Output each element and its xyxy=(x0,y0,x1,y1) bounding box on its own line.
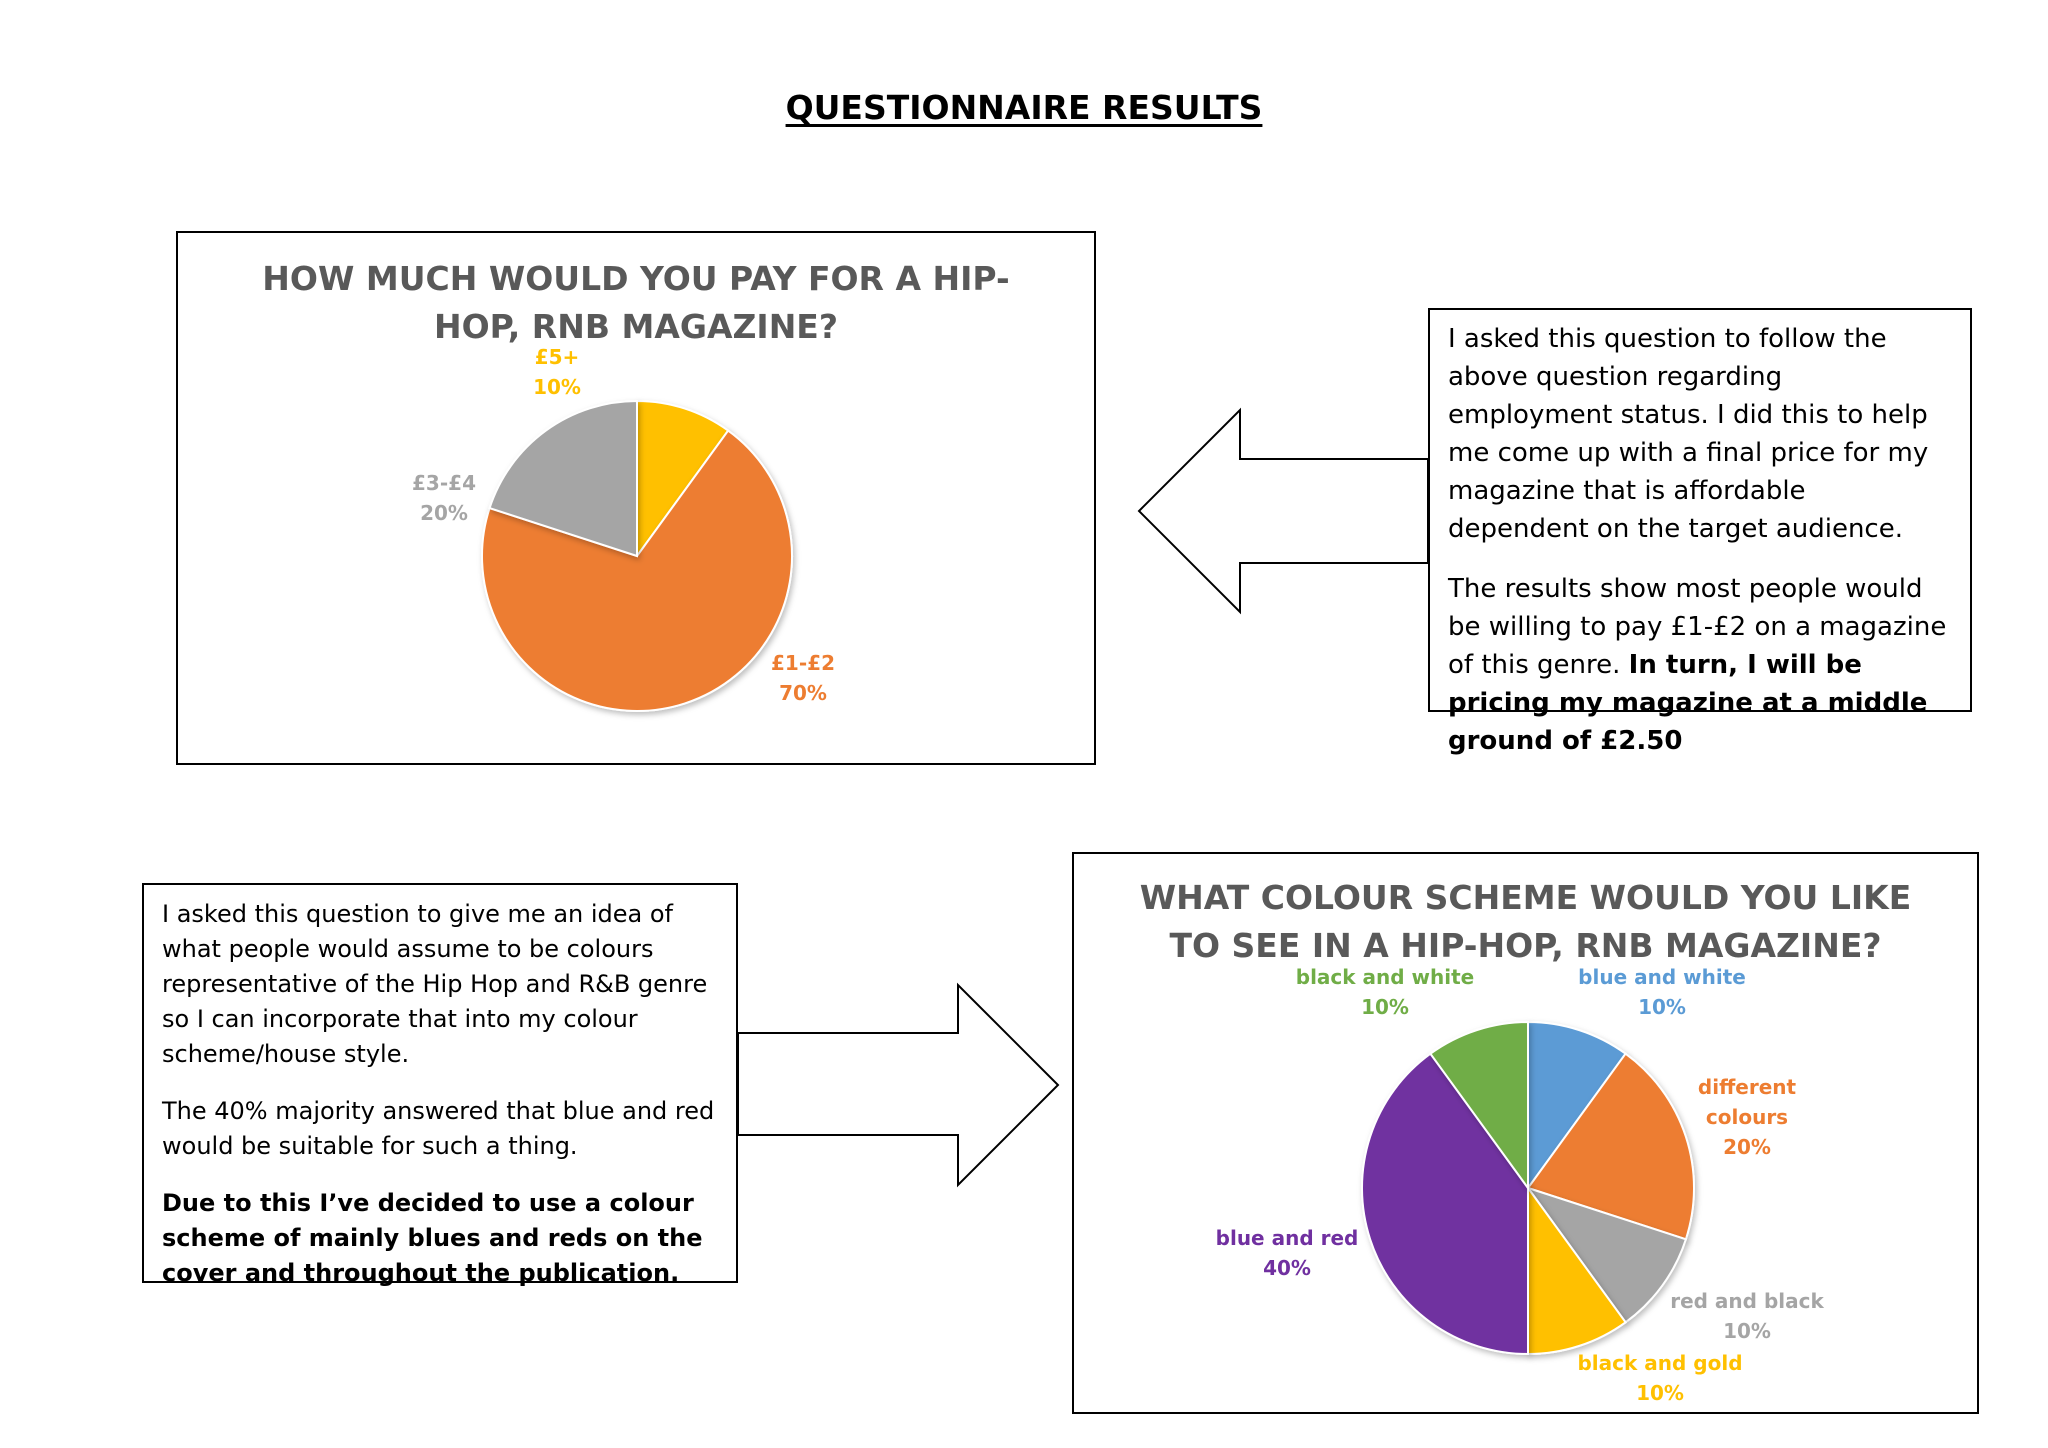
colour-pie-label-red-and-black: red and black 10% xyxy=(1670,1289,1824,1343)
colour-pie-label-blue-and-red: blue and red 40% xyxy=(1215,1226,1359,1280)
price-note-paragraph-1: I asked this question to follow the above question regarding employment status. I did this to help me come up with a final price for my magazine that is affordable dependent on the target audience. xyxy=(1448,324,1929,544)
colour-note-paragraph-3: Due to this I’ve decided to use a colour scheme of mainly blues and reds on the cover and throughout the publication. xyxy=(162,1189,703,1287)
price-chart-title-line-1: HOW MUCH WOULD YOU PAY FOR A HIP- xyxy=(262,259,1010,298)
price-note-paragraph-2-bold: In turn, I will be pricing my magazine at a middle ground of £2.50 xyxy=(1448,650,1928,756)
price-note-paragraph-2-text: The results show most people would be willing to pay £1-£2 on a magazine of this genre. xyxy=(1448,574,1947,680)
colour-note-paragraph-2: The 40% majority answered that blue and red would be suitable for such a thing. xyxy=(162,1097,715,1160)
right-arrow-icon xyxy=(738,985,1058,1185)
colour-chart-title-line-1: WHAT COLOUR SCHEME WOULD YOU LIKE xyxy=(1139,878,1912,917)
price-pie xyxy=(412,345,835,711)
left-arrow-icon xyxy=(1139,410,1428,612)
page-title: QUESTIONNAIRE RESULTS xyxy=(785,88,1263,127)
price-chart-title-line-2: HOP, RNB MAGAZINE? xyxy=(433,307,838,346)
price-pie-label-5: £5+ 10% xyxy=(533,345,581,399)
price-pie-label-1-2: £1-£2 70% xyxy=(771,651,835,705)
colour-pie-label-black-and-white: black and white 10% xyxy=(1295,965,1475,1019)
price-pie-label-3-4: £3-£4 20% xyxy=(412,471,476,525)
colour-pie-label-different-colours: different colours 20% xyxy=(1697,1075,1797,1159)
colour-pie-label-black-and-gold: black and gold 10% xyxy=(1577,1351,1743,1405)
colour-chart-title-line-2: TO SEE IN A HIP-HOP, RNB MAGAZINE? xyxy=(1169,926,1882,965)
colour-pie-label-blue-and-white: blue and white 10% xyxy=(1578,965,1746,1019)
colour-pie xyxy=(1216,965,1825,1405)
colour-note-paragraph-1: I asked this question to give me an idea of what people would assume to be colours representative of the Hip Hop and R&B genre so I can incorporate that into my colour scheme/house style. xyxy=(162,900,708,1068)
